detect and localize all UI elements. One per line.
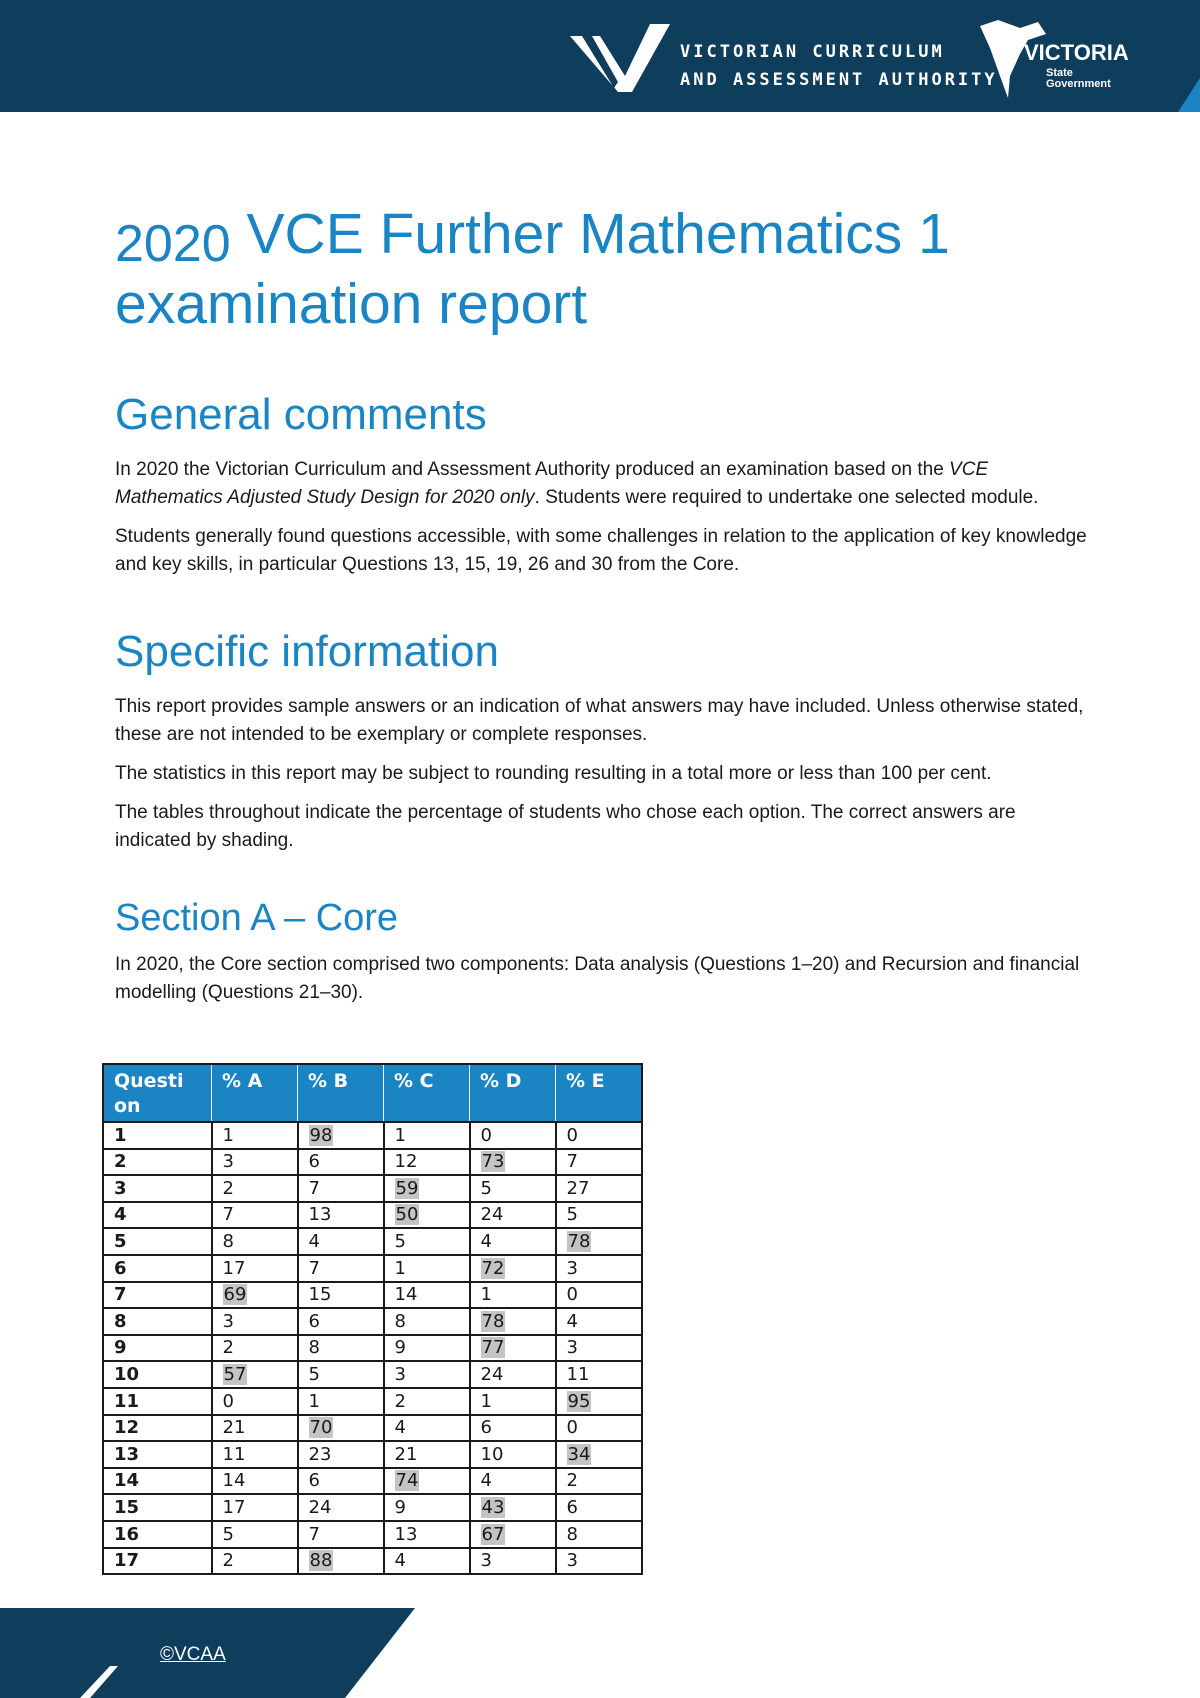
option-value: 1 bbox=[394, 1124, 406, 1146]
option-value: 8 bbox=[308, 1337, 320, 1359]
question-number: 1 bbox=[103, 1122, 212, 1149]
option-value: 2 bbox=[222, 1177, 234, 1199]
specific-paragraph-3: The tables throughout indicate the percentage of students who chose each option. The correct answers are indicated by shading. bbox=[115, 802, 1016, 851]
correct-answer-value: 70 bbox=[309, 1417, 333, 1439]
percent-cell bbox=[384, 1255, 470, 1282]
option-value: 0 bbox=[566, 1124, 578, 1146]
correct-answer-value: 74 bbox=[395, 1470, 419, 1492]
option-value: 8 bbox=[566, 1523, 578, 1545]
percent-cell bbox=[470, 1335, 556, 1362]
option-value: 5 bbox=[566, 1204, 578, 1226]
table-row bbox=[103, 1282, 642, 1309]
percent-cell bbox=[212, 1361, 298, 1388]
option-value: 2 bbox=[394, 1390, 406, 1412]
option-value: 6 bbox=[480, 1417, 492, 1439]
option-value: 0 bbox=[480, 1124, 492, 1146]
percent-cell bbox=[470, 1122, 556, 1149]
question-number: 10 bbox=[103, 1361, 212, 1388]
column-header: % E bbox=[556, 1064, 643, 1122]
percent-cell bbox=[298, 1149, 384, 1176]
correct-answer-value: 98 bbox=[309, 1124, 333, 1146]
correct-answer-value: 77 bbox=[481, 1337, 505, 1359]
question-number: 5 bbox=[103, 1228, 212, 1255]
percent-cell bbox=[212, 1255, 298, 1282]
percent-cell bbox=[384, 1468, 470, 1495]
correct-answer-value: 50 bbox=[395, 1204, 419, 1226]
percent-cell bbox=[212, 1228, 298, 1255]
general-paragraph-2: Students generally found questions accessible, with some challenges in relation to the application of key knowledge and key skills, in particular Questions 13, 15, 19, 26 and 30 from the Core. bbox=[115, 526, 1087, 575]
option-value: 5 bbox=[480, 1177, 492, 1199]
option-value: 4 bbox=[480, 1230, 492, 1252]
option-value: 4 bbox=[394, 1417, 406, 1439]
option-value: 4 bbox=[394, 1550, 406, 1572]
percent-cell bbox=[384, 1521, 470, 1548]
percent-cell bbox=[212, 1441, 298, 1468]
vcaa-org-name: VICTORIAN CURRICULUM AND ASSESSMENT AUTHORITY bbox=[680, 42, 998, 90]
table-row bbox=[103, 1388, 642, 1415]
percent-cell bbox=[298, 1521, 384, 1548]
percent-cell bbox=[298, 1388, 384, 1415]
percent-cell bbox=[556, 1415, 643, 1442]
table-row bbox=[103, 1415, 642, 1442]
table-row bbox=[103, 1308, 642, 1335]
correct-answer-value: 59 bbox=[395, 1177, 419, 1199]
percent-cell bbox=[556, 1548, 643, 1575]
percent-cell bbox=[298, 1282, 384, 1309]
correct-answer-value: 72 bbox=[481, 1257, 505, 1279]
option-value: 6 bbox=[308, 1151, 320, 1173]
percent-cell bbox=[556, 1255, 643, 1282]
option-value: 9 bbox=[394, 1337, 406, 1359]
percent-cell bbox=[470, 1149, 556, 1176]
option-value: 10 bbox=[480, 1443, 504, 1465]
option-value: 8 bbox=[394, 1310, 406, 1332]
table-row bbox=[103, 1122, 642, 1149]
title-year: 2020 bbox=[115, 215, 231, 273]
column-header: % C bbox=[384, 1064, 470, 1122]
percent-cell bbox=[298, 1441, 384, 1468]
percent-cell bbox=[556, 1361, 643, 1388]
percent-cell bbox=[470, 1521, 556, 1548]
correct-answer-value: 88 bbox=[309, 1550, 333, 1572]
percent-cell bbox=[470, 1202, 556, 1229]
option-value: 4 bbox=[566, 1310, 578, 1332]
percent-cell bbox=[384, 1122, 470, 1149]
percent-cell bbox=[556, 1175, 643, 1202]
option-value: 14 bbox=[222, 1470, 246, 1492]
table-row bbox=[103, 1441, 642, 1468]
question-number: 3 bbox=[103, 1175, 212, 1202]
option-value: 1 bbox=[308, 1390, 320, 1412]
correct-answer-value: 73 bbox=[481, 1151, 505, 1173]
option-value: 11 bbox=[566, 1363, 590, 1385]
percent-cell bbox=[212, 1388, 298, 1415]
option-value: 7 bbox=[308, 1523, 320, 1545]
option-value: 21 bbox=[222, 1417, 246, 1439]
percent-cell bbox=[384, 1548, 470, 1575]
option-value: 0 bbox=[566, 1417, 578, 1439]
section-a-heading: Section A – Core bbox=[115, 897, 399, 939]
table-row bbox=[103, 1521, 642, 1548]
question-number: 8 bbox=[103, 1308, 212, 1335]
option-value: 7 bbox=[566, 1151, 578, 1173]
percent-cell bbox=[556, 1521, 643, 1548]
option-value: 3 bbox=[566, 1337, 578, 1359]
percent-cell bbox=[298, 1228, 384, 1255]
percent-cell bbox=[470, 1361, 556, 1388]
option-value: 11 bbox=[222, 1443, 246, 1465]
option-value: 0 bbox=[566, 1284, 578, 1306]
percent-cell bbox=[556, 1441, 643, 1468]
percent-cell bbox=[384, 1441, 470, 1468]
question-number: 12 bbox=[103, 1415, 212, 1442]
question-number: 16 bbox=[103, 1521, 212, 1548]
percent-cell bbox=[298, 1415, 384, 1442]
specific-paragraph-1: This report provides sample answers or an indication of what answers may have included. Unless otherwise stated, these are not intended to be exemplary or complete responses. bbox=[115, 696, 1084, 745]
percent-cell bbox=[470, 1228, 556, 1255]
percent-cell bbox=[384, 1388, 470, 1415]
percent-cell bbox=[470, 1308, 556, 1335]
column-header: % D bbox=[470, 1064, 556, 1122]
section-a-paragraph: In 2020, the Core section comprised two components: Data analysis (Questions 1–20) and Recursion and financial modelling (Questions 21–30). bbox=[115, 954, 1080, 1003]
percent-cell bbox=[470, 1548, 556, 1575]
results-table bbox=[102, 1063, 643, 1575]
option-value: 27 bbox=[566, 1177, 590, 1199]
specific-paragraph-2: The statistics in this report may be subject to rounding resulting in a total more or less than 100 per cent. bbox=[115, 763, 992, 784]
option-value: 1 bbox=[480, 1390, 492, 1412]
percent-cell bbox=[384, 1228, 470, 1255]
option-value: 3 bbox=[222, 1151, 234, 1173]
percent-cell bbox=[212, 1548, 298, 1575]
option-value: 3 bbox=[566, 1550, 578, 1572]
table-row bbox=[103, 1228, 642, 1255]
table-body bbox=[103, 1122, 642, 1574]
percent-cell bbox=[470, 1468, 556, 1495]
page-title bbox=[115, 200, 1095, 338]
percent-cell bbox=[556, 1308, 643, 1335]
question-number: 9 bbox=[103, 1335, 212, 1362]
general-comments-heading: General comments bbox=[115, 390, 487, 439]
percent-cell bbox=[470, 1415, 556, 1442]
percent-cell bbox=[212, 1202, 298, 1229]
percent-cell bbox=[212, 1335, 298, 1362]
correct-answer-value: 78 bbox=[567, 1230, 591, 1252]
percent-cell bbox=[470, 1441, 556, 1468]
percent-cell bbox=[556, 1494, 643, 1521]
question-number: 2 bbox=[103, 1149, 212, 1176]
option-value: 0 bbox=[222, 1390, 234, 1412]
percent-cell bbox=[470, 1255, 556, 1282]
table-row bbox=[103, 1361, 642, 1388]
percent-cell bbox=[556, 1149, 643, 1176]
option-value: 1 bbox=[222, 1124, 234, 1146]
option-value: 13 bbox=[394, 1523, 418, 1545]
option-value: 12 bbox=[394, 1151, 418, 1173]
percent-cell bbox=[212, 1521, 298, 1548]
option-value: 24 bbox=[480, 1363, 504, 1385]
percent-cell bbox=[212, 1282, 298, 1309]
option-value: 14 bbox=[394, 1284, 418, 1306]
table-row bbox=[103, 1335, 642, 1362]
option-value: 7 bbox=[308, 1257, 320, 1279]
percent-cell bbox=[556, 1282, 643, 1309]
option-value: 6 bbox=[308, 1310, 320, 1332]
table-row bbox=[103, 1255, 642, 1282]
percent-cell bbox=[298, 1361, 384, 1388]
question-number: 6 bbox=[103, 1255, 212, 1282]
table-row bbox=[103, 1202, 642, 1229]
percent-cell bbox=[212, 1468, 298, 1495]
general-paragraph-1: In 2020 the Victorian Curriculum and Assessment Authority produced an examination based on the VCE Mathematics Adjusted Study Design for 2020 only. Students were required to undertake one selected module. bbox=[115, 459, 1039, 508]
percent-cell bbox=[556, 1335, 643, 1362]
percent-cell bbox=[298, 1202, 384, 1229]
table-row bbox=[103, 1149, 642, 1176]
correct-answer-value: 69 bbox=[223, 1284, 247, 1306]
vcaa-logo-icon bbox=[570, 24, 680, 92]
correct-answer-value: 43 bbox=[481, 1496, 505, 1518]
option-value: 5 bbox=[308, 1363, 320, 1385]
copyright-link[interactable]: ©VCAA bbox=[160, 1644, 226, 1665]
option-value: 2 bbox=[566, 1470, 578, 1492]
option-value: 4 bbox=[480, 1470, 492, 1492]
option-value: 13 bbox=[308, 1204, 332, 1226]
correct-answer-value: 95 bbox=[567, 1390, 591, 1412]
percent-cell bbox=[556, 1122, 643, 1149]
percent-cell bbox=[384, 1149, 470, 1176]
question-number: 13 bbox=[103, 1441, 212, 1468]
question-number: 4 bbox=[103, 1202, 212, 1229]
percent-cell bbox=[556, 1228, 643, 1255]
option-value: 9 bbox=[394, 1496, 406, 1518]
page-header bbox=[0, 0, 1200, 112]
percent-cell bbox=[212, 1415, 298, 1442]
percent-cell bbox=[470, 1175, 556, 1202]
percent-cell bbox=[212, 1175, 298, 1202]
option-value: 17 bbox=[222, 1257, 246, 1279]
column-header: % A bbox=[212, 1064, 298, 1122]
correct-answer-value: 67 bbox=[481, 1523, 505, 1545]
percent-cell bbox=[298, 1494, 384, 1521]
question-number: 7 bbox=[103, 1282, 212, 1309]
option-value: 1 bbox=[480, 1284, 492, 1306]
correct-answer-value: 57 bbox=[223, 1363, 247, 1385]
percent-cell bbox=[212, 1122, 298, 1149]
option-value: 17 bbox=[222, 1496, 246, 1518]
percent-cell bbox=[298, 1122, 384, 1149]
percent-cell bbox=[384, 1308, 470, 1335]
table-row bbox=[103, 1548, 642, 1575]
percent-cell bbox=[556, 1388, 643, 1415]
option-value: 6 bbox=[566, 1496, 578, 1518]
percent-cell bbox=[298, 1335, 384, 1362]
option-value: 6 bbox=[308, 1470, 320, 1492]
column-header: Questi on bbox=[103, 1064, 212, 1122]
percent-cell bbox=[384, 1415, 470, 1442]
percent-cell bbox=[298, 1255, 384, 1282]
option-value: 3 bbox=[222, 1310, 234, 1332]
option-value: 3 bbox=[394, 1363, 406, 1385]
option-value: 15 bbox=[308, 1284, 332, 1306]
option-value: 1 bbox=[394, 1257, 406, 1279]
option-value: 5 bbox=[394, 1230, 406, 1252]
percent-cell bbox=[212, 1149, 298, 1176]
percent-cell bbox=[556, 1468, 643, 1495]
option-value: 21 bbox=[394, 1443, 418, 1465]
option-value: 7 bbox=[222, 1204, 234, 1226]
option-value: 5 bbox=[222, 1523, 234, 1545]
option-value: 23 bbox=[308, 1443, 332, 1465]
table-row bbox=[103, 1494, 642, 1521]
percent-cell bbox=[470, 1494, 556, 1521]
percent-cell bbox=[384, 1202, 470, 1229]
header-corner-accent bbox=[1140, 0, 1200, 112]
correct-answer-value: 78 bbox=[481, 1310, 505, 1332]
option-value: 3 bbox=[566, 1257, 578, 1279]
option-value: 7 bbox=[308, 1177, 320, 1199]
question-number: 11 bbox=[103, 1388, 212, 1415]
option-value: 3 bbox=[480, 1550, 492, 1572]
percent-cell bbox=[212, 1494, 298, 1521]
question-number: 14 bbox=[103, 1468, 212, 1495]
correct-answer-value: 34 bbox=[567, 1443, 591, 1465]
specific-information-heading: Specific information bbox=[115, 627, 499, 676]
option-value: 24 bbox=[480, 1204, 504, 1226]
percent-cell bbox=[298, 1308, 384, 1335]
percent-cell bbox=[384, 1335, 470, 1362]
option-value: 24 bbox=[308, 1496, 332, 1518]
table-row bbox=[103, 1468, 642, 1495]
percent-cell bbox=[384, 1175, 470, 1202]
question-number: 15 bbox=[103, 1494, 212, 1521]
option-value: 2 bbox=[222, 1550, 234, 1572]
percent-cell bbox=[384, 1361, 470, 1388]
state-government-label: State Government bbox=[1046, 67, 1111, 90]
column-header: % B bbox=[298, 1064, 384, 1122]
title-main: VCE Further Mathematics 1 bbox=[246, 202, 950, 266]
table-row bbox=[103, 1175, 642, 1202]
main-content bbox=[115, 200, 1095, 1007]
question-number: 17 bbox=[103, 1548, 212, 1575]
percent-cell bbox=[298, 1548, 384, 1575]
option-value: 4 bbox=[308, 1230, 320, 1252]
victoria-wordmark: VICTORIA bbox=[1024, 40, 1129, 65]
percent-cell bbox=[384, 1282, 470, 1309]
table-header-row bbox=[103, 1064, 642, 1122]
percent-cell bbox=[298, 1175, 384, 1202]
percent-cell bbox=[212, 1308, 298, 1335]
percent-cell bbox=[298, 1468, 384, 1495]
percent-cell bbox=[556, 1202, 643, 1229]
title-line2: examination report bbox=[115, 272, 588, 336]
option-value: 2 bbox=[222, 1337, 234, 1359]
option-value: 8 bbox=[222, 1230, 234, 1252]
percent-cell bbox=[470, 1282, 556, 1309]
percent-cell bbox=[470, 1388, 556, 1415]
percent-cell bbox=[384, 1494, 470, 1521]
